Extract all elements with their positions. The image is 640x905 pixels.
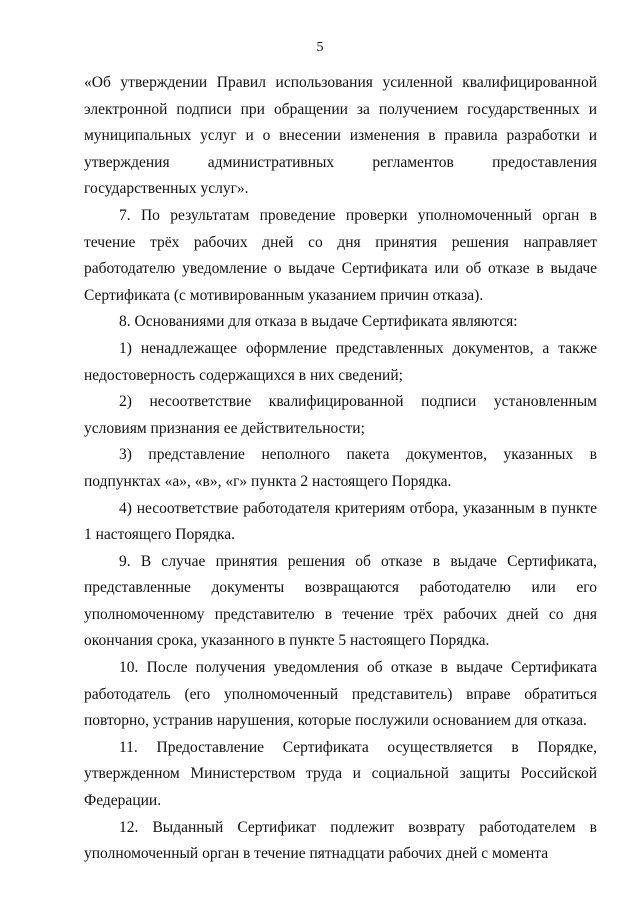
paragraph-item-7: 7. По результатам проведение проверки уполномоченный орган в течение трёх рабочих дней со дня принятия решения направляет работодателю уведомление о выдаче Сертификата или об отказе в выдаче Сертификата (с мотивированным указанием причин отказа).	[84, 206, 597, 304]
paragraph-subitem-4: 4) несоответствие работодателя критериям отбора, указанным в пункте 1 настоящего Порядка.	[84, 499, 597, 544]
paragraph-item-10: 10. После получения уведомления об отказе в выдаче Сертификата работодатель (его уполномоченный представитель) вправе обратиться повторно, устранив нарушения, которые послужили основанием для отказа.	[84, 659, 597, 730]
paragraph-item-12: 12. Выданный Сертификат подлежит возврату работодателем в уполномоченный орган в течение пятнадцати рабочих дней с момента	[84, 818, 597, 863]
paragraph-subitem-1: 1) ненадлежащее оформление представленных документов, а также недостоверность содержащихся в них сведений;	[84, 339, 597, 384]
paragraph-regulation-title-end: «Об утверждении Правил использования усиленной квалифицированной электронной подписи при обращении за получением государственных и муниципальных услуг и о внесении изменения в правила разработки и утверждения административных регламентов предоставления государственных услуг».	[84, 74, 597, 198]
paragraph-item-11: 11. Предоставление Сертификата осуществляется в Порядке, утвержденном Министерством труда и социальной защиты Российской Федерации.	[84, 738, 597, 810]
paragraph-subitem-3: 3) представление неполного пакета документов, указанных в подпунктах «а», «в», «г» пункта 2 настоящего Порядка.	[84, 446, 597, 490]
paragraph-item-9: 9. В случае принятия решения об отказе в выдаче Сертификата, представленные документы возвращаются работодателю или его уполномоченному представителю в течение трёх рабочих дней со дня окончания срока, указанного в пункте 5 настоящего Порядка.	[84, 552, 597, 650]
paragraph-subitem-2: 2) несоответствие квалифицированной подписи установленным условиям признания ее действительности;	[84, 393, 597, 437]
document-body	[84, 70, 597, 868]
paragraph-item-8: 8. Основаниями для отказа в выдаче Сертификата являются:	[119, 313, 518, 331]
page-number: 5	[316, 40, 324, 55]
